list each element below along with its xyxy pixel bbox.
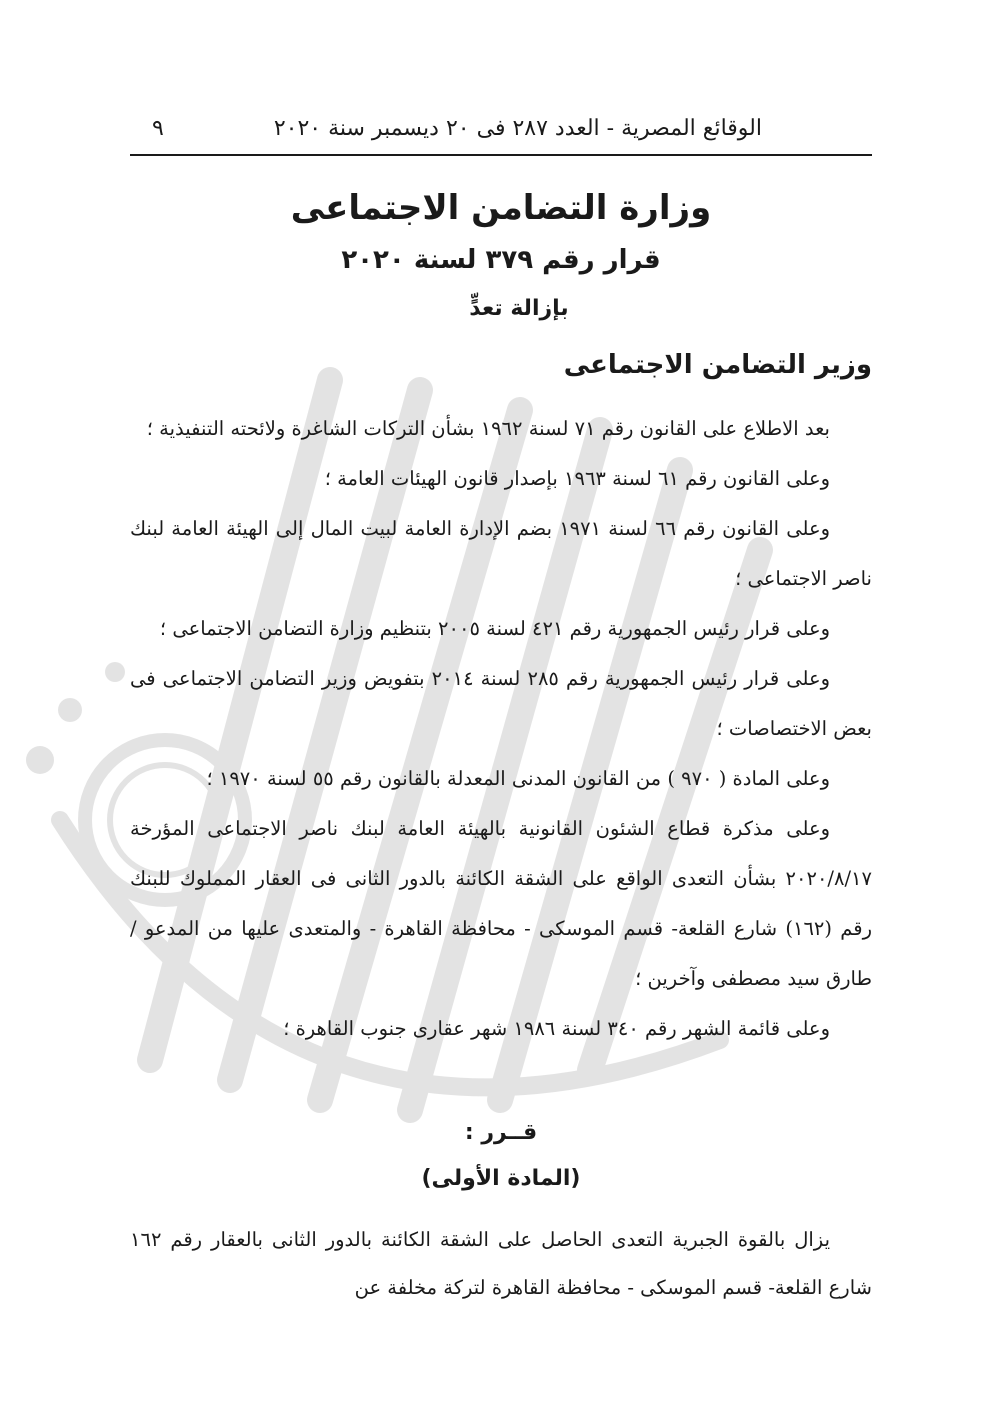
preamble-paragraph: وعلى القانون رقم ٦١ لسنة ١٩٦٣ بإصدار قانون الهيئات العامة ؛ xyxy=(324,467,830,490)
preamble xyxy=(130,404,872,1054)
preamble-paragraph: وعلى القانون رقم ٦٦ لسنة ١٩٧١ بضم الإدارة العامة لبيت المال إلى الهيئة العامة لبنك ناصر الاجتماعى ؛ xyxy=(130,517,872,590)
preamble-paragraph: وعلى قائمة الشهر رقم ٣٤٠ لسنة ١٩٨٦ شهر عقارى جنوب القاهرة ؛ xyxy=(283,1017,830,1040)
article-paragraph: يزال بالقوة الجبرية التعدى الحاصل على الشقة الكائنة بالدور الثانى بالعقار رقم ١٦٢ شارع القلعة- قسم الموسكى - محافظة القاهرة لتركة مخلفة عن xyxy=(130,1228,872,1299)
article-body xyxy=(130,1216,872,1312)
preamble-paragraph: وعلى قرار رئيس الجمهورية رقم ٢٨٥ لسنة ٢٠١٤ بتفويض وزير التضامن الاجتماعى فى بعض الاختصاصات ؛ xyxy=(130,667,872,740)
minister-heading: وزير التضامن الاجتماعى xyxy=(563,350,872,380)
gazette-issue-title: الوقائع المصرية - العدد ٢٨٧ فى ٢٠ ديسمبر سنة ٢٠٢٠ xyxy=(273,116,762,141)
page-number: ٩ xyxy=(152,116,164,141)
decided-heading: قــرر : xyxy=(464,1120,538,1145)
header-divider xyxy=(130,154,872,156)
preamble-paragraph: وعلى المادة ( ٩٧٠ ) من القانون المدنى المعدلة بالقانون رقم ٥٥ لسنة ١٩٧٠ ؛ xyxy=(206,767,830,790)
page-header xyxy=(130,110,872,154)
ministry-title: وزارة التضامن الاجتماعى xyxy=(290,188,712,228)
preamble-paragraph: بعد الاطلاع على القانون رقم ٧١ لسنة ١٩٦٢ بشأن التركات الشاغرة ولائحته التنفيذية ؛ xyxy=(146,417,830,440)
decree-number: قرار رقم ٣٧٩ لسنة ٢٠٢٠ xyxy=(341,245,661,275)
article-heading: (المادة الأولى) xyxy=(421,1166,581,1191)
decree-subject: بإزالة تعدٍّ xyxy=(469,296,569,321)
preamble-paragraph: وعلى قرار رئيس الجمهورية رقم ٤٢١ لسنة ٢٠٠٥ بتنظيم وزارة التضامن الاجتماعى ؛ xyxy=(159,617,830,640)
preamble-paragraph: وعلى مذكرة قطاع الشئون القانونية بالهيئة العامة لبنك ناصر الاجتماعى المؤرخة ٢٠٢٠/٨/١٧ بشأن التعدى الواقع على الشقة الكائنة بالدور الثانى فى العقار المملوك للبنك رقم (١٦٢) شارع القلعة- قسم الموسكى - محافظة القاهرة - والمتعدى عليها من المدعو / طارق سيد مصطفى وآخرين ؛ xyxy=(130,817,872,990)
